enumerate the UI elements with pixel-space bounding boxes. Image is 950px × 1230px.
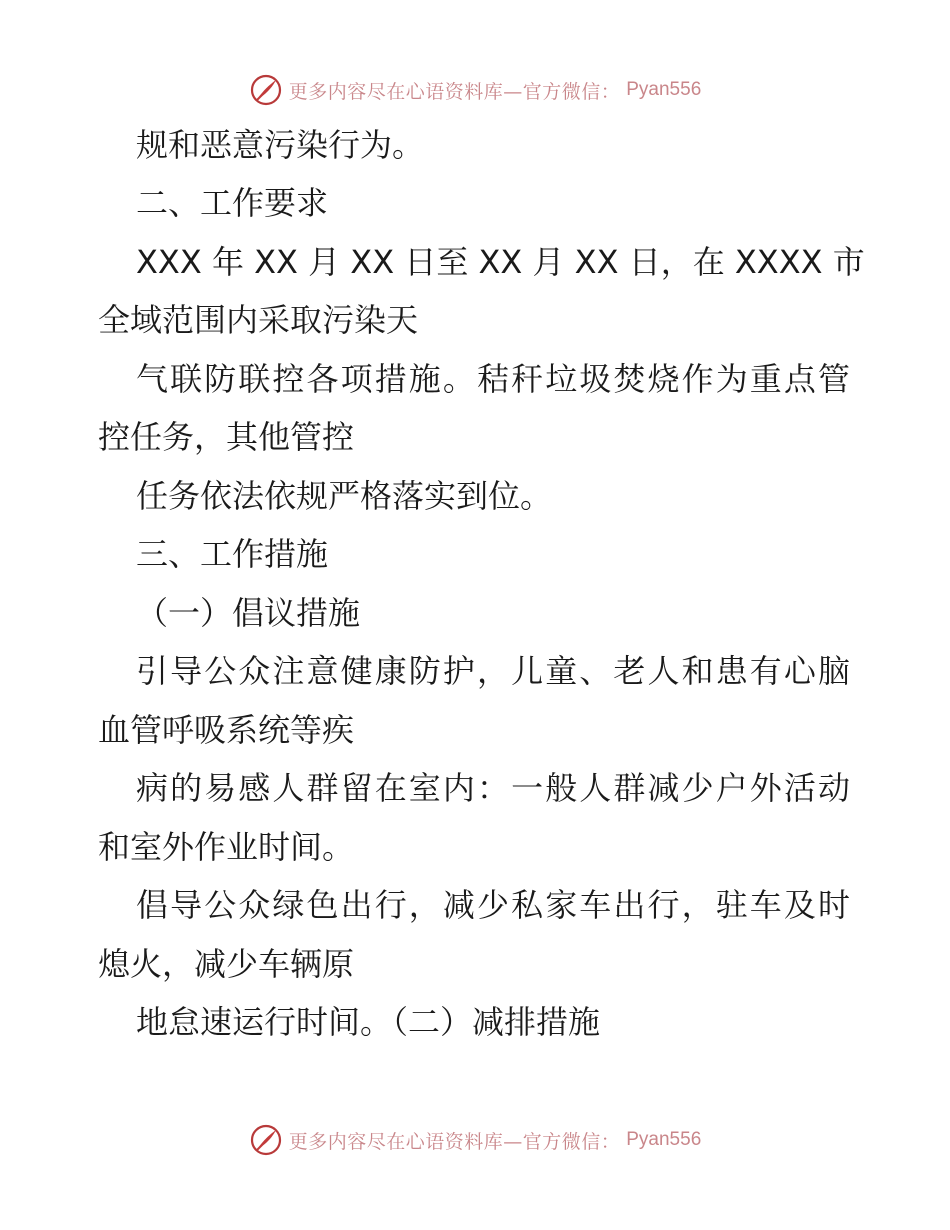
- subsection-heading: （一）倡议措施: [136, 594, 361, 632]
- paragraph-line: 血管呼吸系统等疾: [98, 711, 355, 749]
- paragraph-line: 熄火，减少车辆原: [98, 945, 355, 983]
- paragraph-line: 气联防联控各项措施。秸秆垃圾焚烧作为重点管: [136, 360, 850, 398]
- paragraph-line: 控任务，其他管控: [98, 418, 355, 456]
- paragraph-line: 引导公众注意健康防护，儿童、老人和患有心脑: [136, 652, 850, 690]
- section-heading: 三、工作措施: [136, 535, 329, 573]
- header-banner-text: 更多内容尽在心语资料库—官方微信：: [288, 80, 621, 103]
- header-watermark-banner: [0, 70, 950, 110]
- paragraph-line: 倡导公众绿色出行，减少私家车出行，驻车及时: [136, 886, 850, 924]
- footer-watermark-banner: [0, 1120, 950, 1160]
- header-banner-wechat-id: Pyan556: [626, 79, 702, 100]
- paragraph-line: 任务依法依规严格落实到位。: [136, 477, 553, 515]
- feather-pen-circle-icon: [249, 1123, 283, 1157]
- footer-banner-wechat-id: Pyan556: [626, 1129, 702, 1150]
- paragraph-line: 地怠速运行时间。（二）减排措施: [136, 1003, 601, 1041]
- feather-pen-circle-icon: [249, 73, 283, 107]
- paragraph-line: 全域范围内采取污染天: [98, 301, 419, 339]
- footer-banner-text: 更多内容尽在心语资料库—官方微信：: [288, 1130, 621, 1153]
- paragraph-line: XXX 年 XX 月 XX 日至 XX 月 XX 日，在 XXXX 市: [136, 243, 865, 281]
- paragraph-line: 和室外作业时间。: [98, 828, 355, 866]
- section-heading: 二、工作要求: [136, 184, 329, 222]
- paragraph-line: 规和恶意污染行为。: [136, 126, 425, 164]
- paragraph-line: 病的易感人群留在室内：一般人群减少户外活动: [136, 769, 850, 807]
